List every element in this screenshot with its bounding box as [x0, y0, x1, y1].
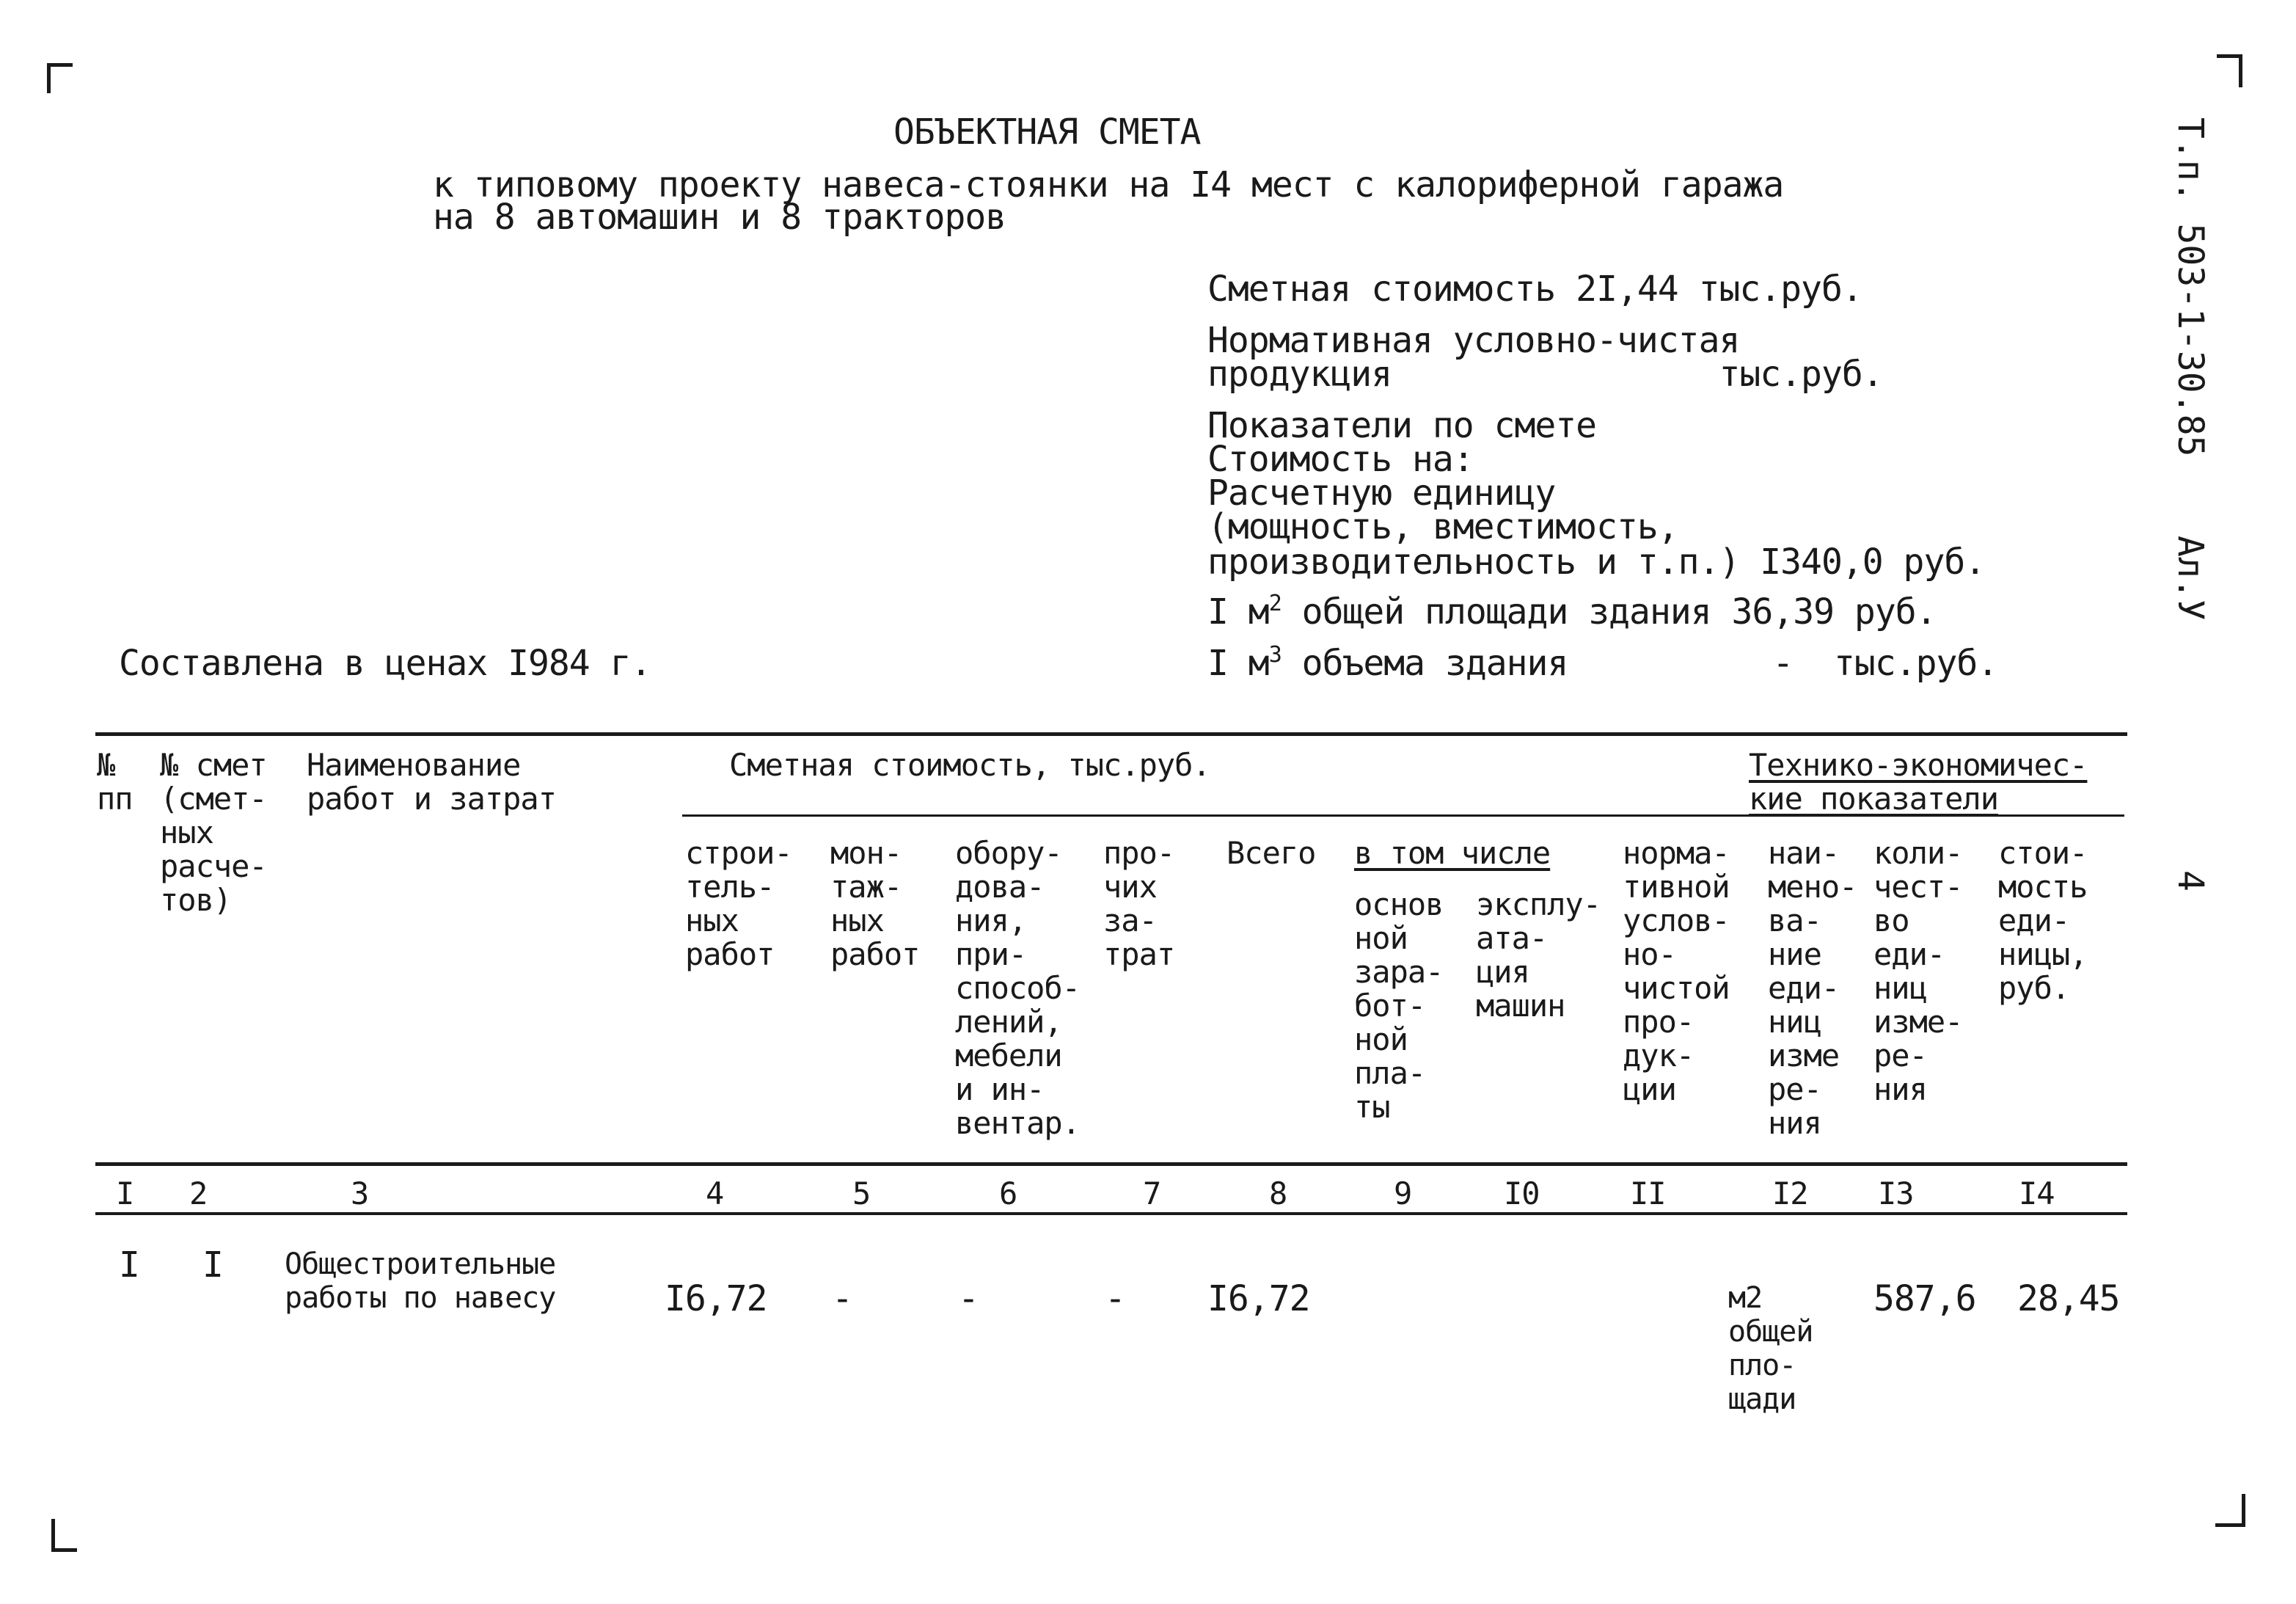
row-other-cost: - [1105, 1278, 1125, 1319]
column-number: 8 [1269, 1175, 1287, 1211]
row-equipment-cost: - [958, 1278, 979, 1319]
header-other-costs: про- чих за- трат [1103, 835, 1175, 972]
header-installation-works: мон- таж- ных работ [830, 835, 920, 972]
header-unit-cost: стои- мость еди- ницы, руб. [1998, 835, 2088, 1006]
indicators-line4: (мощность, вместимость, [1207, 506, 1678, 547]
row-estimate-number: I [202, 1244, 223, 1286]
volume-cost-prefix: I м [1207, 643, 1269, 684]
row-unit-cost: 28,45 [2017, 1278, 2120, 1319]
header-estimate-number: № смет (смет- ных расче- тов) [160, 747, 267, 918]
side-project-code: Т.п. 503-1-30.85 [2170, 117, 2211, 457]
column-numbers-rule [95, 1212, 2127, 1215]
row-construction-cost: I6,72 [665, 1278, 767, 1319]
header-including: в том числе [1354, 835, 1551, 871]
column-number: 9 [1394, 1175, 1412, 1211]
indicators-line3: Расчетную единицу [1207, 473, 1556, 514]
table-top-rule [95, 732, 2127, 736]
header-normative-product: норма- тивной услов- но- чистой про- дук- ции [1623, 835, 1730, 1107]
header-work-name: Наименование работ и затрат [307, 747, 557, 817]
row-total-cost: I6,72 [1207, 1278, 1310, 1319]
column-number: I [116, 1175, 134, 1211]
document-title: ОБЪЕКТНАЯ СМЕТА [893, 112, 1201, 153]
corner-mark-bottom-left [51, 1519, 77, 1552]
row-unit-name: м2 общей пло- щади [1728, 1281, 1813, 1416]
volume-cost-exponent: 3 [1268, 642, 1282, 668]
indicators-line2: Стоимость на: [1207, 439, 1474, 480]
corner-mark-top-right [2217, 54, 2242, 87]
column-number: II [1630, 1175, 1666, 1211]
row-unit-quantity: 587,6 [1873, 1278, 1976, 1319]
row-work-name: Общестроительные работы по навесу [285, 1247, 556, 1315]
header-total: Всего [1226, 835, 1316, 871]
header-base-salary: основ ной зара- бот- ной пла- ты [1354, 886, 1444, 1125]
header-machine-operation: эксплу- ата- ция машин [1476, 886, 1601, 1024]
document-subtitle-line1: к типовому проекту навеса-стоянки на I4 мест с калориферной гаража [433, 164, 1784, 205]
normative-product-line2: продукция тыс.руб. [1207, 354, 1883, 395]
prices-note: Составлена в ценах I984 г. [119, 643, 651, 684]
indicators-line5: производительность и т.п.) I340,0 руб. [1207, 542, 1986, 583]
column-number: I2 [1772, 1175, 1808, 1211]
header-tech-group: Технико-экономичес- кие показатели [1749, 747, 2088, 817]
corner-mark-bottom-right [2215, 1494, 2245, 1527]
column-number: I4 [2019, 1175, 2055, 1211]
indicators-line1: Показатели по смете [1207, 405, 1597, 446]
area-cost-prefix: I м [1207, 591, 1269, 633]
column-number: 5 [852, 1175, 871, 1211]
row-item-number: I [119, 1244, 139, 1286]
column-number: 2 [189, 1175, 208, 1211]
normative-product-line1: Нормативная условно-чистая [1207, 320, 1740, 361]
volume-cost-text: объема здания - тыс.руб. [1281, 643, 1998, 684]
header-construction-works: строи- тель- ных работ [685, 835, 792, 972]
column-number: 3 [351, 1175, 369, 1211]
corner-mark-top-left [47, 63, 73, 93]
area-cost-text: общей площади здания 36,39 руб. [1281, 591, 1937, 633]
column-number: I0 [1504, 1175, 1540, 1211]
header-cost-group: Сметная стоимость, тыс.руб. [729, 747, 1210, 783]
header-equipment: обору- дова- ния, при- способ- лений, мебели и ин- вентар. [955, 835, 1081, 1141]
header-bottom-rule [95, 1162, 2127, 1166]
area-cost-exponent: 2 [1268, 591, 1282, 616]
column-number: I3 [1878, 1175, 1914, 1211]
document-subtitle-line2: на 8 автомашин и 8 тракторов [433, 197, 1006, 238]
side-album-number: Ал.У [2170, 536, 2211, 621]
volume-cost [1207, 642, 1998, 684]
header-unit-quantity: коли- чест- во еди- ниц изме- ре- ния [1873, 835, 1963, 1107]
side-page-number: 4 [2170, 870, 2211, 892]
column-number: 6 [999, 1175, 1017, 1211]
area-cost [1207, 591, 1937, 633]
column-number: 7 [1143, 1175, 1161, 1211]
column-number: 4 [706, 1175, 724, 1211]
row-installation-cost: - [832, 1278, 852, 1319]
header-unit-name: наи- мено- ва- ние еди- ниц изме ре- ния [1768, 835, 1857, 1141]
header-item-number: № пп [97, 747, 133, 817]
estimated-cost: Сметная стоимость 2I,44 тыс.руб. [1207, 269, 1862, 310]
